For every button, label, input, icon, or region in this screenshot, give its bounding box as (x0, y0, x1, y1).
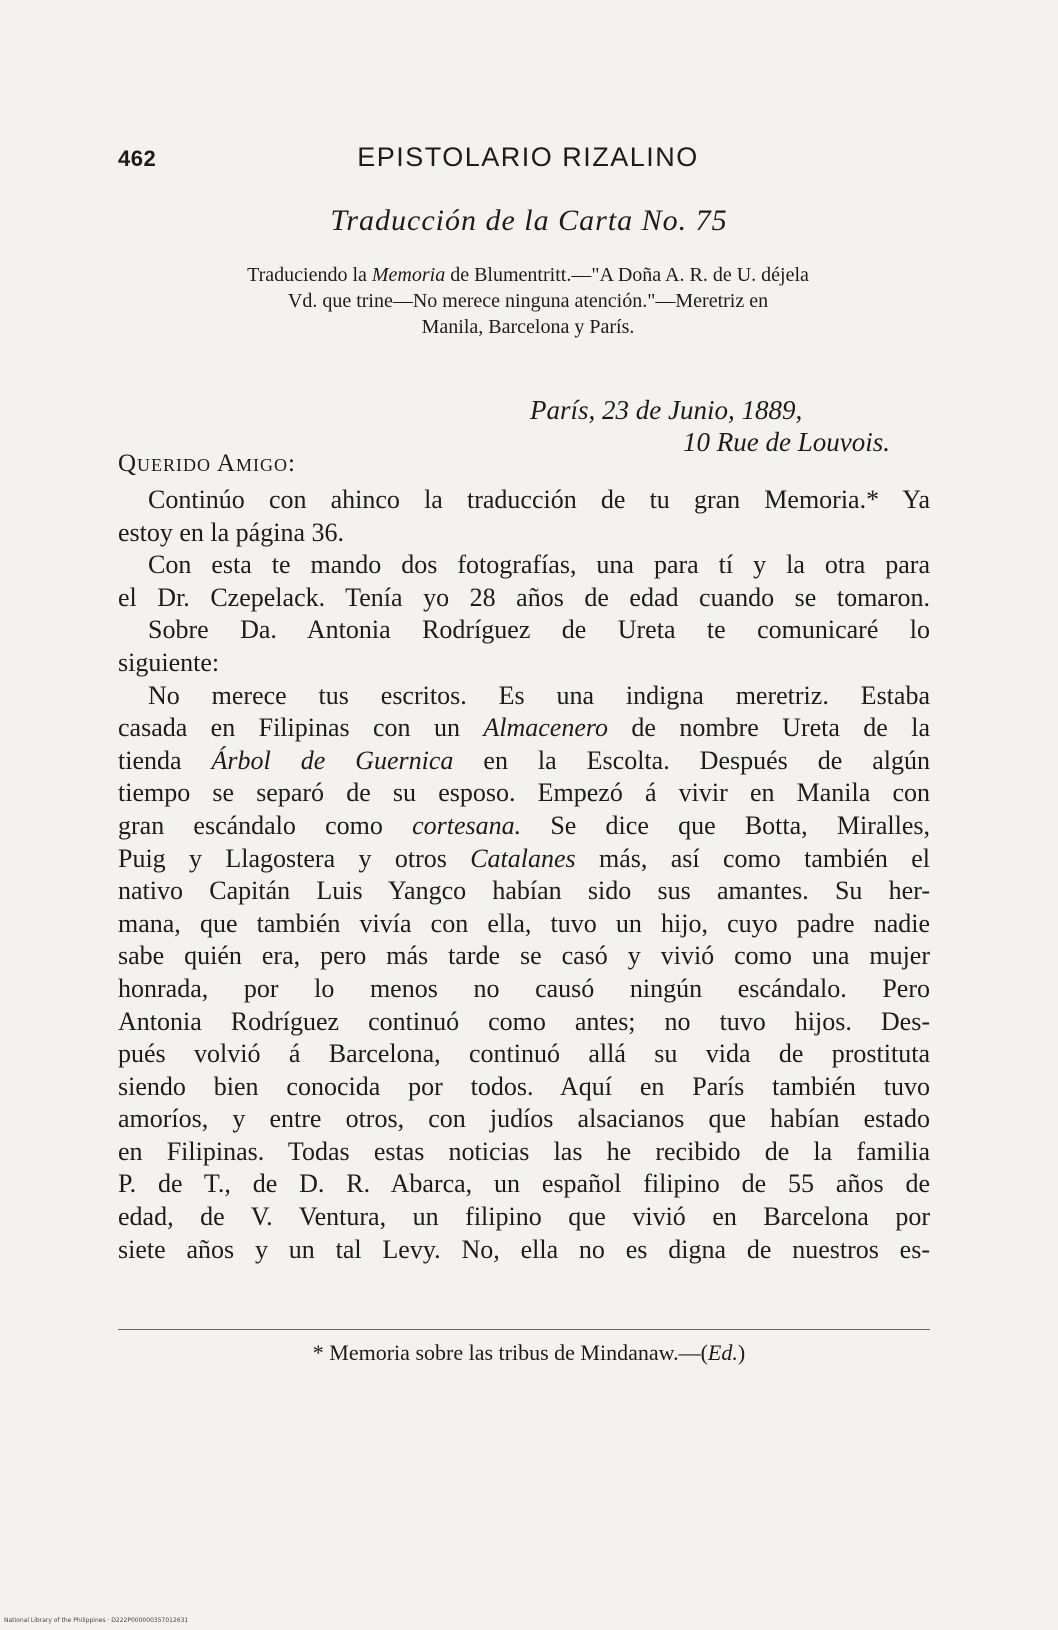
body-line: Antonia Rodríguez continuó como antes; no tuvo hijos. Des- (118, 1006, 930, 1036)
body-line: siete años y un tal Levy. No, ella no es digna de nuestros es- (118, 1234, 930, 1264)
body-line: Continúo con ahinco la traducción de tu gran Memoria.* Ya (148, 485, 930, 514)
body-line: amoríos, y entre otros, con judíos alsacianos que habían estado (118, 1104, 930, 1134)
body-line: nativo Capitán Luis Yangco habían sido sus amantes. Su her- (118, 876, 930, 906)
letter-summary (118, 262, 938, 340)
body-line: mana, que también vivía con ella, tuvo un hijo, cuyo padre nadie (118, 908, 930, 938)
address-line: 10 Rue de Louvois. (683, 427, 890, 457)
summary-line: Vd. que trine—No merece ninguna atención."—Meretriz en (287, 290, 769, 312)
summary-line: Traduciendo la Memoria de Blumentritt.—"A Doña A. R. de U. déjela (247, 264, 809, 286)
salutation: Querido Amigo: (118, 450, 296, 477)
date-line: París, 23 de Junio, 1889, (530, 395, 803, 425)
body-line: Sobre Da. Antonia Rodríguez de Ureta te comunicaré lo (148, 615, 930, 645)
summary-line: Manila, Barcelona y París. (421, 316, 635, 338)
body-line: P. de T., de D. R. Abarca, un español filipino de 55 años de (118, 1169, 930, 1199)
dateline (510, 394, 890, 458)
footnote-divider (118, 1329, 930, 1330)
body-line: Puig y Llagostera y otros Catalanes más, así como también el (118, 843, 930, 873)
scan-credit: National Library of the Philippines · D222P000000357012631 (4, 1617, 189, 1624)
letter-body (118, 484, 930, 1266)
body-line: pués volvió á Barcelona, continuó allá su vida de prostituta (118, 1039, 930, 1069)
body-line: sabe quién era, pero más tarde se casó y vivió como una mujer (118, 941, 930, 971)
letter-title: Traducción de la Carta No. 75 (330, 204, 728, 237)
body-line: tienda Árbol de Guernica en la Escolta. Después de algún (118, 745, 931, 775)
page-header (118, 142, 938, 186)
body-line: casada en Filipinas con un Almacenero de nombre Ureta de la (118, 713, 930, 743)
footnote: * Memoria sobre las tribus de Mindanaw.—(Ed.) (312, 1340, 746, 1365)
body-line: No merece tus escritos. Es una indigna meretriz. Estaba (148, 680, 930, 710)
body-line: tiempo se separó de su esposo. Empezó á vivir en Manila con (118, 778, 930, 808)
body-line: gran escándalo como cortesana. Se dice que Botta, Miralles, (118, 810, 930, 840)
body-line: Con esta te mando dos fotografías, una para tí y la otra para (148, 550, 930, 580)
body-line: estoy en la página 36. (118, 517, 344, 547)
running-head: EPISTOLARIO RIZALINO (357, 142, 699, 172)
body-line: el Dr. Czepelack. Tenía yo 28 años de edad cuando se tomaron. (118, 582, 930, 612)
page-number: 462 (118, 146, 157, 171)
body-line: honrada, por lo menos no causó ningún escándalo. Pero (118, 973, 930, 1003)
body-line: en Filipinas. Todas estas noticias las he recibido de la familia (118, 1136, 930, 1166)
body-line: siendo bien conocida por todos. Aquí en París también tuvo (118, 1071, 930, 1101)
body-line: siguiente: (118, 647, 220, 677)
body-line: edad, de V. Ventura, un filipino que vivió en Barcelona por (118, 1202, 930, 1232)
